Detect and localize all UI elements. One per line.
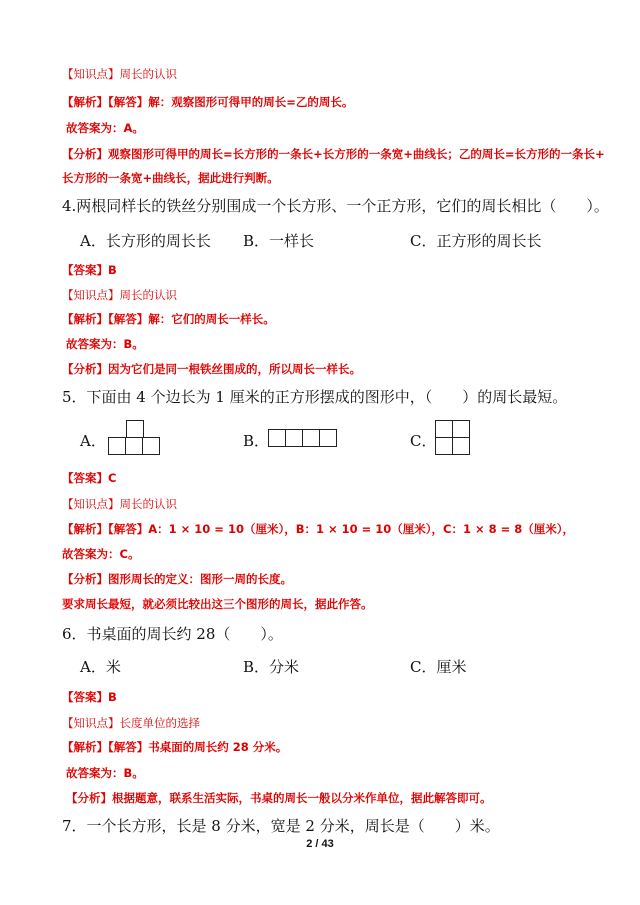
q5-option-c-label: C．: [410, 432, 437, 450]
q5-analysis: 【解析】【解答】A：1 × 10 = 10（厘米），B：1 × 10 = 10（厘米），C：1 × 8 = 8（厘米），: [62, 522, 574, 536]
figure-square: [319, 429, 337, 447]
q4-option-a: A．长方形的周长长: [80, 232, 211, 250]
figure-square: [125, 437, 143, 455]
q6-answer-line: 故答案为：B。: [66, 766, 144, 780]
q5-reason: 【分析】图形周长的定义：图形一周的长度。: [62, 572, 292, 586]
question-7-stem: 7．一个长方形，长是 8 分米，宽是 2 分米，周长是（ ）米。: [62, 817, 500, 835]
q4-option-c: C．正方形的周长长: [410, 232, 542, 250]
knowledge-point: 【知识点】周长的认识: [62, 67, 177, 81]
q5-answer-line: 故答案为：C。: [62, 547, 140, 561]
figure-square: [126, 420, 144, 438]
figure-square: [142, 437, 160, 455]
q5-figure-b: [268, 429, 340, 447]
q5-reason-cont: 要求周长最短，就必须比较出这三个图形的周长，据此作答。: [62, 597, 373, 611]
q6-reason: 【分析】根据题意，联系生活实际，书桌的周长一般以分米作单位，据此解答即可。: [66, 791, 492, 805]
figure-square: [435, 437, 453, 455]
q4-option-b: B．一样长: [243, 232, 315, 250]
q4-answer: 【答案】B: [62, 263, 117, 277]
q5-option-b-label: B．: [243, 432, 270, 450]
q5-knowledge: 【知识点】周长的认识: [62, 497, 177, 511]
answer-line: 故答案为：A。: [66, 121, 144, 135]
q5-answer: 【答案】C: [62, 471, 117, 485]
q5-figure-c: [435, 420, 471, 456]
analysis-line: 【解析】【解答】解：观察图形可得甲的周长=乙的周长。: [62, 95, 354, 109]
figure-square: [268, 429, 286, 447]
q6-option-b: B．分米: [243, 658, 300, 676]
q5-option-a-label: A．: [80, 432, 106, 450]
figure-square: [285, 429, 303, 447]
reason-line: 【分析】观察图形可得甲的周长=长方形的一条长+长方形的一条宽+曲线长；乙的周长=长方形的一条长+: [62, 147, 605, 161]
q6-analysis: 【解析】【解答】书桌面的周长约 28 分米。: [62, 740, 288, 754]
q4-knowledge: 【知识点】周长的认识: [62, 288, 177, 302]
q6-option-c: C．厘米: [410, 658, 467, 676]
q6-knowledge: 【知识点】长度单位的选择: [62, 716, 200, 730]
figure-square: [452, 437, 470, 455]
page-number: 2 / 43: [306, 838, 334, 850]
figure-square: [108, 437, 126, 455]
q6-option-a: A．米: [80, 658, 121, 676]
q5-figure-a: [108, 420, 164, 456]
q4-analysis: 【解析】【解答】解：它们的周长一样长。: [62, 312, 275, 326]
q4-reason: 【分析】因为它们是同一根铁丝围成的，所以周长一样长。: [62, 362, 361, 376]
q6-answer: 【答案】B: [62, 690, 117, 704]
question-6-stem: 6．书桌面的周长约 28（ ）。: [62, 625, 283, 643]
figure-square: [452, 420, 470, 438]
reason-line-cont: 长方形的一条宽+曲线长，据此进行判断。: [62, 171, 279, 185]
q4-answer-line: 故答案为：B。: [66, 337, 144, 351]
question-5-stem: 5．下面由 4 个边长为 1 厘米的正方形摆成的图形中，（ ）的周长最短。: [62, 388, 568, 406]
figure-square: [435, 420, 453, 438]
figure-square: [302, 429, 320, 447]
question-4-stem: 4.两根同样长的铁丝分别围成一个长方形、一个正方形，它们的周长相比（ ）。: [62, 197, 609, 215]
